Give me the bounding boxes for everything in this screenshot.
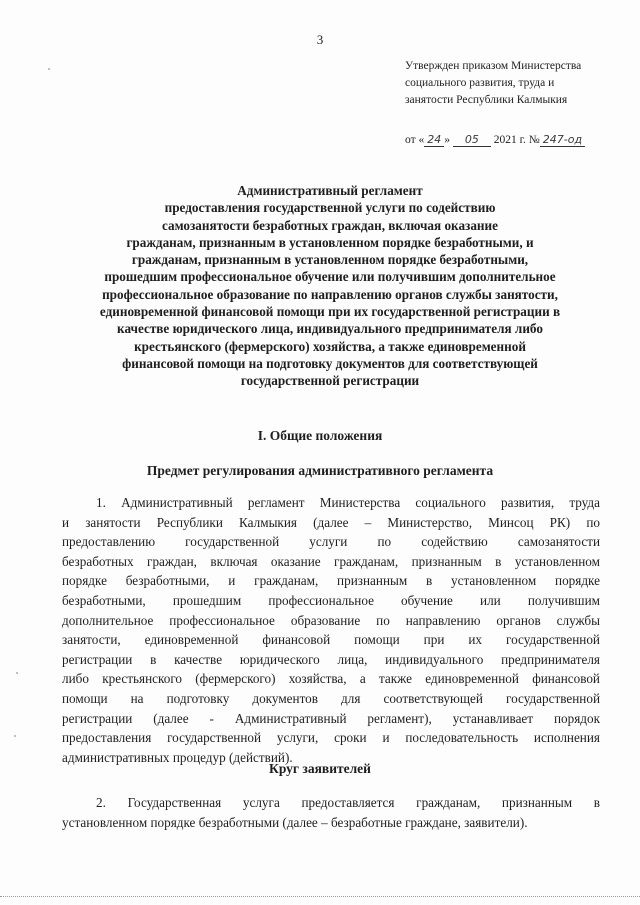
- title-line: прошедшим профессиональное обучение или получившим дополнительное: [104, 269, 556, 285]
- paragraph-line: предоставления государственной услуги, сроки и последовательность исполнения: [62, 730, 600, 746]
- title-line: финансовой помощи на подготовку документов для соответствующей: [122, 355, 538, 371]
- title-line: государственной регистрации: [240, 373, 420, 389]
- scan-speck: [16, 672, 18, 674]
- paragraph-line: и занятости Республики Калмыкия (далее – Министерство, Минсоц РК) по: [62, 514, 600, 530]
- subheading-applicants: Круг заявителей: [269, 761, 371, 776]
- title-line: единовременной финансовой помощи при их государственной регистрации в: [99, 304, 561, 320]
- title-line: самозанятости безработных граждан, включая оказание: [162, 217, 498, 233]
- document-title: [55, 182, 605, 390]
- paragraph-line: административных процедур (действий).: [62, 749, 293, 765]
- title-line: Административный регламент: [237, 183, 423, 198]
- paragraph-line: безработных граждан, включая оказание гражданам, признанным в установленном: [62, 553, 600, 569]
- paragraph-line: регистрации (далее - Административный регламент), устанавливает порядок: [62, 710, 600, 726]
- section-heading-general: I. Общие положения: [257, 428, 383, 443]
- paragraph-2: [62, 793, 600, 832]
- page-number: 3: [316, 32, 324, 47]
- approval-line-2: социального развития, труда и: [405, 77, 555, 89]
- date-mid: »: [444, 134, 450, 146]
- paragraph-line: предоставлению государственной услуги по содействию самозанятости: [62, 534, 600, 550]
- handwritten-day: 24: [424, 133, 444, 147]
- title-line: предоставления государственной услуги по содействию: [164, 200, 496, 216]
- paragraph-line: либо крестьянского (фермерского) хозяйства, а также единовременной финансовой: [62, 671, 600, 687]
- title-line: крестьянского (фермерского) хозяйства, а также единовременной: [134, 338, 526, 354]
- scan-speck: [48, 68, 50, 70]
- scan-speck: [14, 735, 16, 737]
- title-line: гражданам, признанным в установленном порядке безработными,: [131, 252, 529, 268]
- title-line: гражданам, признанным в установленном порядке безработными, и: [126, 234, 534, 250]
- paragraph-line: помощи на подготовку документов для соответствующей государственной: [62, 690, 600, 706]
- approval-line-1: Утвержден приказом Министерства: [405, 60, 582, 72]
- date-prefix: от «: [405, 134, 425, 146]
- handwritten-month: 05: [453, 133, 491, 147]
- paragraph-line: регистрации в качестве юридического лица, индивидуального предпринимателя: [62, 651, 600, 667]
- paragraph-line: занятости, единовременной финансовой помощи при их государственной: [62, 632, 600, 648]
- paragraph-line: дополнительное профессиональное образование по направлению органов службы: [62, 612, 600, 628]
- paragraph-line: порядке безработными, и гражданам, признанным в установленном порядке: [62, 573, 600, 589]
- paragraph-line: 2. Государственная услуга предоставляется гражданам, признанным в: [96, 795, 600, 810]
- approval-stamp: [405, 58, 615, 149]
- handwritten-order-number: 247-од: [540, 133, 585, 147]
- paragraph-line: безработными, прошедшим профессиональное обучение или получившим: [62, 592, 600, 608]
- title-line: качестве юридического лица, индивидуального предпринимателя либо: [117, 321, 543, 337]
- subheading-regulation-subject: Предмет регулирования административного регламента: [146, 463, 494, 478]
- approval-line-3: занятости Республики Калмыкия: [405, 94, 568, 106]
- date-year: 2021 г. №: [493, 134, 540, 146]
- paragraph-line: 1. Административный регламент Министерства социального развития, труда: [96, 495, 600, 510]
- paragraph-line: установленном порядке безработными (далее – безработные граждане, заявители).: [62, 814, 528, 830]
- paragraph-1: [62, 493, 600, 767]
- approval-date-line: [405, 131, 615, 149]
- title-line: профессиональное образование по направлению органов службы занятости,: [102, 286, 558, 302]
- scan-edge-rule: [0, 896, 640, 897]
